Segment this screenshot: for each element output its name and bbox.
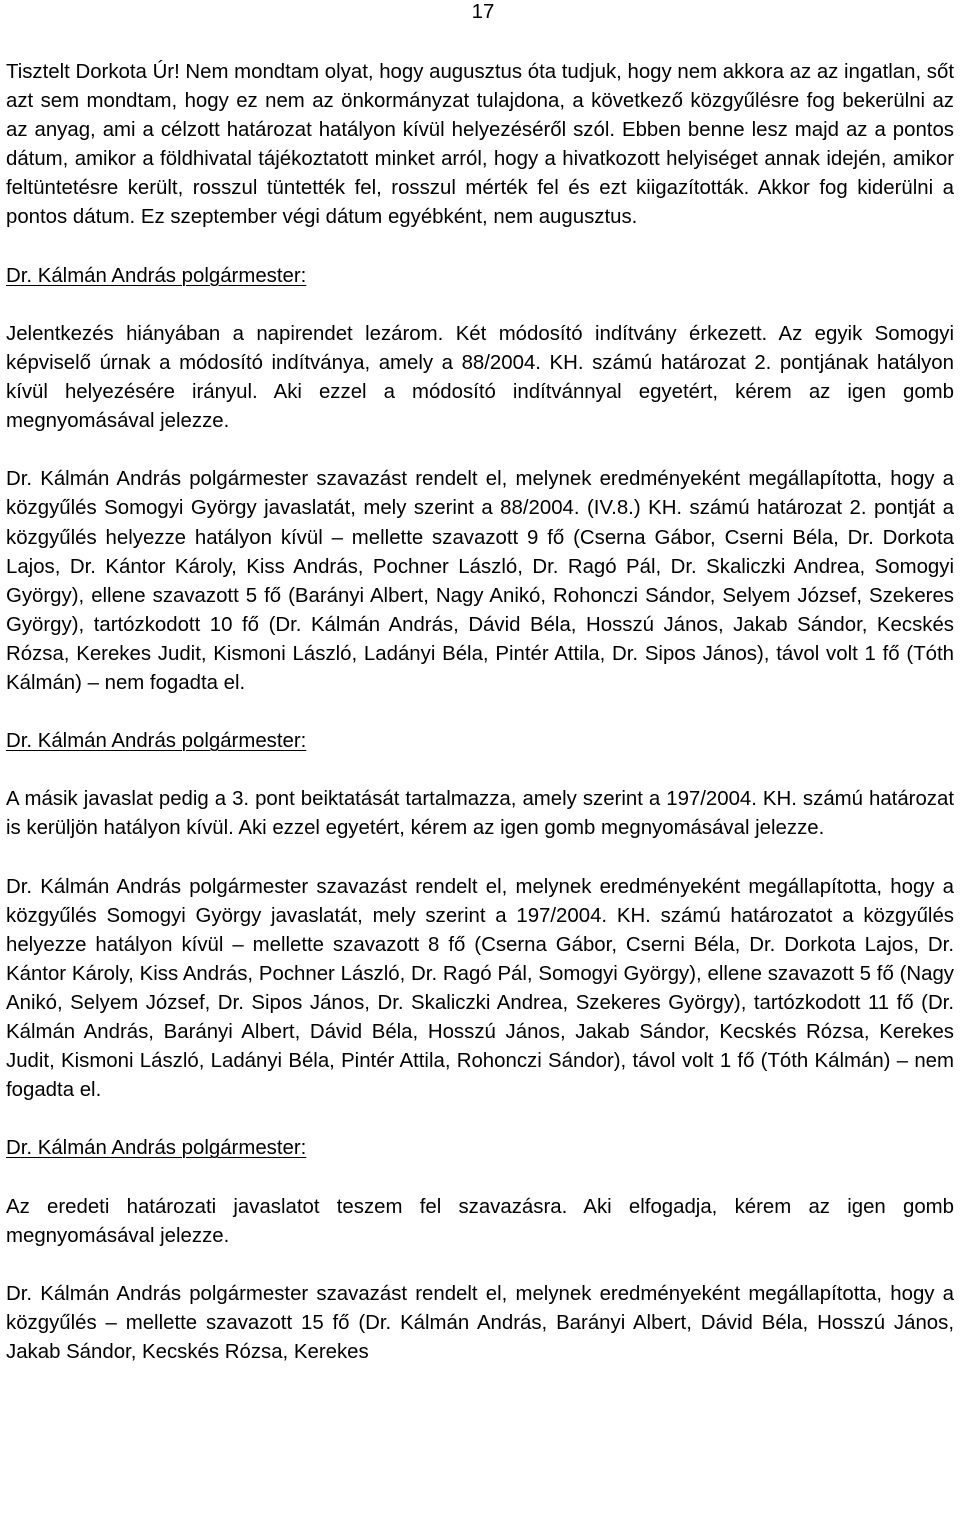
vote-result-paragraph: Dr. Kálmán András polgármester szavazást rendelt el, melynek eredményeként megállapította, hogy a közgyűlés – mellette szavazott 15 fő (Dr. Kálmán András, Barányi Albert, Dávid Béla, Hosszú János, Jakab Sándor, Kecskés Rózsa, Kerekes (6, 1282, 954, 1364)
speech-paragraph: A másik javaslat pedig a 3. pont beiktatását tartalmazza, amely szerint a 197/2004. KH. számú határozat is kerüljön hatályon kívül. Aki ezzel egyetért, kérem az igen gomb megnyomásával jelezze. (6, 788, 954, 840)
speaker-heading: Dr. Kálmán András polgármester: (6, 1137, 307, 1160)
vote-result-paragraph: Dr. Kálmán András polgármester szavazást rendelt el, melynek eredményeként megállapította, hogy a közgyűlés Somogyi György javaslatát, mely szerint a 197/2004. KH. számú határozatot a közgyűlés helyezze hatályon kívül – mellette szavazott 8 fő (Cserna Gábor, Cserni Béla, Dr. Dorkota Lajos, Dr. Kántor Károly, Kiss András, Pochner László, Dr. Ragó Pál, Somogyi György), ellene szavazott 5 fő (Nagy Anikó, Selyem József, Dr. Sipos János, Dr. Skaliczki Andrea, Szekeres György), tartózkodott 11 fő (Dr. Kálmán András, Barányi Albert, Dávid Béla, Hosszú János, Jakab Sándor, Kecskés Rózsa, Kerekes Judit, Kismoni László, Ladányi Béla, Pintér Attila, Rohonczi Sándor), távol volt 1 fő (Tóth Kálmán) – nem fogadta el. (6, 875, 954, 1102)
page-number: 17 (471, 1, 495, 23)
vote-result-paragraph: Dr. Kálmán András polgármester szavazást rendelt el, melynek eredményeként megállapította, hogy a közgyűlés Somogyi György javaslatát, mely szerint a 88/2004. (IV.8.) KH. számú határozat 2. pontját a közgyűlés helyezze hatályon kívül – mellette szavazott 9 fő (Cserna Gábor, Cserni Béla, Dr. Dorkota Lajos, Dr. Kántor Károly, Kiss András, Pochner László, Dr. Ragó Pál, Dr. Skaliczki Andrea, Somogyi György), ellene szavazott 5 fő (Barányi Albert, Nagy Anikó, Rohonczi Sándor, Selyem József, Szekeres György), tartózkodott 10 fő (Dr. Kálmán András, Dávid Béla, Hosszú János, Jakab Sándor, Kecskés Rózsa, Kerekes Judit, Kismoni László, Ladányi Béla, Pintér Attila, Dr. Sipos János), távol volt 1 fő (Tóth Kálmán) – nem fogadta el. (6, 468, 954, 694)
speaker-heading: Dr. Kálmán András polgármester: (6, 730, 307, 753)
speech-paragraph: Jelentkezés hiányában a napirendet lezárom. Két módosító indítvány érkezett. Az egyik Somogyi képviselő úrnak a módosító indítványa, amely a 88/2004. KH. számú határozat 2. pontjának hatályon kívül helyezésére irányul. Aki ezzel a módosító indítvánnyal egyetért, kérem az igen gomb megnyomásával jelezze. (6, 322, 954, 433)
speaker-heading: Dr. Kálmán András polgármester: (6, 264, 307, 287)
speech-paragraph: Az eredeti határozati javaslatot teszem fel szavazásra. Aki elfogadja, kérem az igen gomb megnyomásával jelezze. (6, 1195, 954, 1247)
speech-paragraph: Tisztelt Dorkota Úr! Nem mondtam olyat, hogy augusztus óta tudjuk, hogy nem akkora az az ingatlan, sőt azt sem mondtam, hogy ez nem az önkormányzat tulajdona, a következő közgyűlésre fog bekerülni az az anyag, ami a célzott határozat hatályon kívül helyezéséről szól. Ebben benne lesz majd az a pontos dátum, amikor a földhivatal tájékoztatott minket arról, hogy a hivatkozott helyiséget annak idején, amikor feltüntetésre került, rosszul tüntették fel, rosszul mérték fel és ezt kiigazították. Akkor fog kiderülni a pontos dátum. Ez szeptember végi dátum egyébként, nem augusztus. (6, 61, 954, 229)
